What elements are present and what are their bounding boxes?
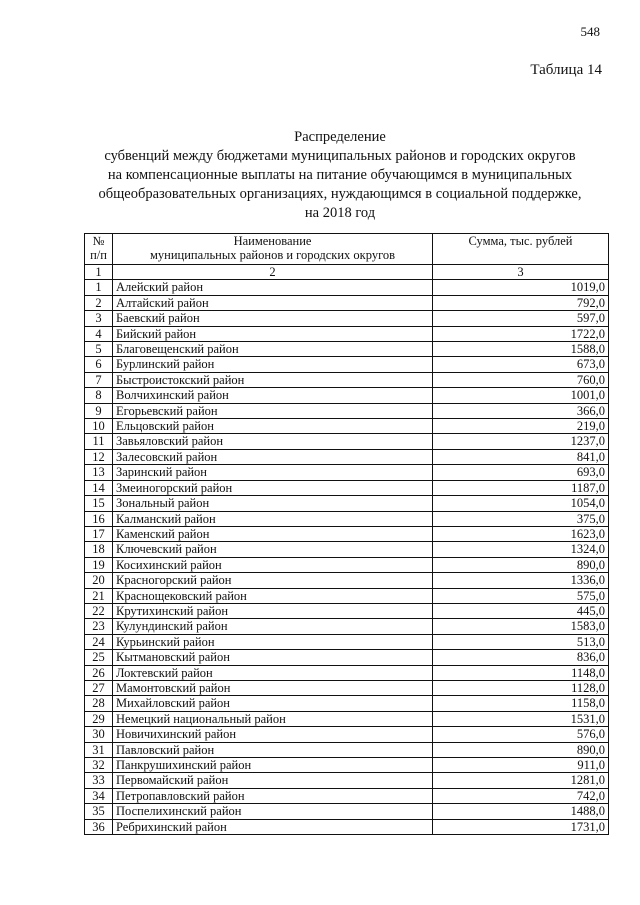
table-row	[85, 727, 609, 742]
row-number: 12	[85, 449, 113, 464]
subsidy-amount: 1324,0	[433, 542, 609, 557]
table-row	[85, 573, 609, 588]
subsidy-amount: 366,0	[433, 403, 609, 418]
row-number: 17	[85, 526, 113, 541]
table-row	[85, 696, 609, 711]
subsidy-amount: 1158,0	[433, 696, 609, 711]
row-number: 26	[85, 665, 113, 680]
subsidy-amount: 576,0	[433, 727, 609, 742]
row-number: 19	[85, 557, 113, 572]
table-row	[85, 357, 609, 372]
row-number: 10	[85, 419, 113, 434]
subsidy-amount: 1237,0	[433, 434, 609, 449]
table-heading	[60, 128, 620, 223]
row-number: 13	[85, 465, 113, 480]
column-number-2: 2	[113, 265, 433, 280]
table-body	[85, 280, 609, 835]
subsidy-amount: 1583,0	[433, 619, 609, 634]
district-name: Баевский район	[113, 311, 433, 326]
table-label: Таблица 14	[530, 62, 602, 78]
row-number: 20	[85, 573, 113, 588]
table-row	[85, 711, 609, 726]
table-row	[85, 742, 609, 757]
row-number: 7	[85, 372, 113, 387]
header-number-line-1: №	[92, 234, 105, 248]
page-number: 548	[580, 24, 600, 39]
district-name: Немецкий национальный район	[113, 711, 433, 726]
row-number: 2	[85, 295, 113, 310]
header-name-line-2: муниципальных районов и городских округов	[149, 248, 396, 262]
subsidy-amount: 1623,0	[433, 526, 609, 541]
subsidy-amount: 219,0	[433, 419, 609, 434]
table-row	[85, 511, 609, 526]
subsidy-amount: 1281,0	[433, 773, 609, 788]
column-number-3: 3	[433, 265, 609, 280]
row-number: 5	[85, 342, 113, 357]
district-name: Первомайский район	[113, 773, 433, 788]
row-number: 27	[85, 680, 113, 695]
table-row	[85, 326, 609, 341]
subsidy-amount: 841,0	[433, 449, 609, 464]
row-number: 14	[85, 480, 113, 495]
row-number: 34	[85, 788, 113, 803]
subsidy-amount: 597,0	[433, 311, 609, 326]
heading-line-2: субвенций между бюджетами муниципальных районов и городских округов	[104, 148, 576, 164]
row-number: 29	[85, 711, 113, 726]
row-number: 28	[85, 696, 113, 711]
row-number: 16	[85, 511, 113, 526]
district-name: Панкрушихинский район	[113, 758, 433, 773]
district-name: Крутихинский район	[113, 603, 433, 618]
heading-line-5: на 2018 год	[304, 205, 376, 221]
subsidy-amount: 1488,0	[433, 804, 609, 819]
table-row	[85, 634, 609, 649]
table-row	[85, 650, 609, 665]
subsidy-amount: 1531,0	[433, 711, 609, 726]
table-row	[85, 603, 609, 618]
table-row	[85, 311, 609, 326]
row-number: 25	[85, 650, 113, 665]
row-number: 4	[85, 326, 113, 341]
subsidy-amount: 375,0	[433, 511, 609, 526]
district-name: Красногорский район	[113, 573, 433, 588]
row-number: 30	[85, 727, 113, 742]
row-number: 22	[85, 603, 113, 618]
district-name: Змеиногорский район	[113, 480, 433, 495]
header-name-line-1: Наименование	[233, 234, 312, 248]
subsidy-amount: 1148,0	[433, 665, 609, 680]
row-number: 15	[85, 496, 113, 511]
subsidy-amount: 575,0	[433, 588, 609, 603]
table-row	[85, 372, 609, 387]
table-row	[85, 773, 609, 788]
row-number: 33	[85, 773, 113, 788]
table-row	[85, 788, 609, 803]
district-name: Заринский район	[113, 465, 433, 480]
district-name: Курьинский район	[113, 634, 433, 649]
table-row	[85, 680, 609, 695]
table-row	[85, 419, 609, 434]
subsidy-amount: 1336,0	[433, 573, 609, 588]
table-row	[85, 496, 609, 511]
district-name: Новичихинский район	[113, 727, 433, 742]
subsidy-table	[84, 233, 609, 835]
table-row	[85, 588, 609, 603]
subsidy-amount: 742,0	[433, 788, 609, 803]
subsidy-amount: 1001,0	[433, 388, 609, 403]
row-number: 1	[85, 280, 113, 295]
subsidy-amount: 1187,0	[433, 480, 609, 495]
table-header-row	[85, 234, 609, 265]
row-number: 9	[85, 403, 113, 418]
district-name: Каменский район	[113, 526, 433, 541]
table-row	[85, 480, 609, 495]
subsidy-amount: 445,0	[433, 603, 609, 618]
header-number	[85, 234, 113, 265]
district-name: Завьяловский район	[113, 434, 433, 449]
district-name: Егорьевский район	[113, 403, 433, 418]
district-name: Локтевский район	[113, 665, 433, 680]
subsidy-amount: 836,0	[433, 650, 609, 665]
row-number: 6	[85, 357, 113, 372]
district-name: Зональный район	[113, 496, 433, 511]
table-row	[85, 403, 609, 418]
district-name: Павловский район	[113, 742, 433, 757]
row-number: 18	[85, 542, 113, 557]
district-name: Краснощековский район	[113, 588, 433, 603]
table-row	[85, 819, 609, 834]
table-row	[85, 280, 609, 295]
district-name: Мамонтовский район	[113, 680, 433, 695]
header-sum: Сумма, тыс. рублей	[433, 234, 609, 265]
subsidy-amount: 693,0	[433, 465, 609, 480]
subsidy-amount: 792,0	[433, 295, 609, 310]
district-name: Кытмановский район	[113, 650, 433, 665]
row-number: 11	[85, 434, 113, 449]
row-number: 24	[85, 634, 113, 649]
district-name: Михайловский район	[113, 696, 433, 711]
district-name: Бийский район	[113, 326, 433, 341]
table-row	[85, 758, 609, 773]
row-number: 32	[85, 758, 113, 773]
district-name: Калманский район	[113, 511, 433, 526]
row-number: 35	[85, 804, 113, 819]
table-row	[85, 342, 609, 357]
district-name: Косихинский район	[113, 557, 433, 572]
district-name: Бурлинский район	[113, 357, 433, 372]
district-name: Алейский район	[113, 280, 433, 295]
table-row	[85, 434, 609, 449]
table-row	[85, 449, 609, 464]
subsidy-amount: 760,0	[433, 372, 609, 387]
subsidy-amount: 1054,0	[433, 496, 609, 511]
subsidy-amount: 1731,0	[433, 819, 609, 834]
subsidy-amount: 1722,0	[433, 326, 609, 341]
table-row	[85, 557, 609, 572]
district-name: Ребрихинский район	[113, 819, 433, 834]
table-row	[85, 388, 609, 403]
subsidy-amount: 890,0	[433, 742, 609, 757]
heading-line-1: Распределение	[294, 129, 386, 145]
row-number: 31	[85, 742, 113, 757]
table-row	[85, 542, 609, 557]
district-name: Ключевский район	[113, 542, 433, 557]
subsidy-amount: 673,0	[433, 357, 609, 372]
district-name: Петропавловский район	[113, 788, 433, 803]
district-name: Ельцовский район	[113, 419, 433, 434]
district-name: Быстроистокский район	[113, 372, 433, 387]
table-row	[85, 465, 609, 480]
row-number: 21	[85, 588, 113, 603]
subsidy-amount: 1128,0	[433, 680, 609, 695]
table-row	[85, 295, 609, 310]
header-number-line-2: п/п	[90, 248, 107, 262]
column-number-row	[85, 265, 609, 280]
row-number: 36	[85, 819, 113, 834]
table-row	[85, 665, 609, 680]
district-name: Поспелихинский район	[113, 804, 433, 819]
subsidy-amount: 1019,0	[433, 280, 609, 295]
district-name: Благовещенский район	[113, 342, 433, 357]
district-name: Волчихинский район	[113, 388, 433, 403]
table-row	[85, 619, 609, 634]
column-number-1: 1	[85, 265, 113, 280]
header-name	[113, 234, 433, 265]
subsidy-amount: 890,0	[433, 557, 609, 572]
subsidy-amount: 1588,0	[433, 342, 609, 357]
row-number: 23	[85, 619, 113, 634]
district-name: Алтайский район	[113, 295, 433, 310]
subsidy-amount: 513,0	[433, 634, 609, 649]
district-name: Кулундинский район	[113, 619, 433, 634]
row-number: 8	[85, 388, 113, 403]
subsidy-amount: 911,0	[433, 758, 609, 773]
heading-line-3: на компенсационные выплаты на питание обучающимся в муниципальных	[107, 167, 573, 183]
table-row	[85, 804, 609, 819]
district-name: Залесовский район	[113, 449, 433, 464]
heading-line-4: общеобразовательных организациях, нуждающимся в социальной поддержке,	[98, 186, 582, 202]
table-row	[85, 526, 609, 541]
row-number: 3	[85, 311, 113, 326]
